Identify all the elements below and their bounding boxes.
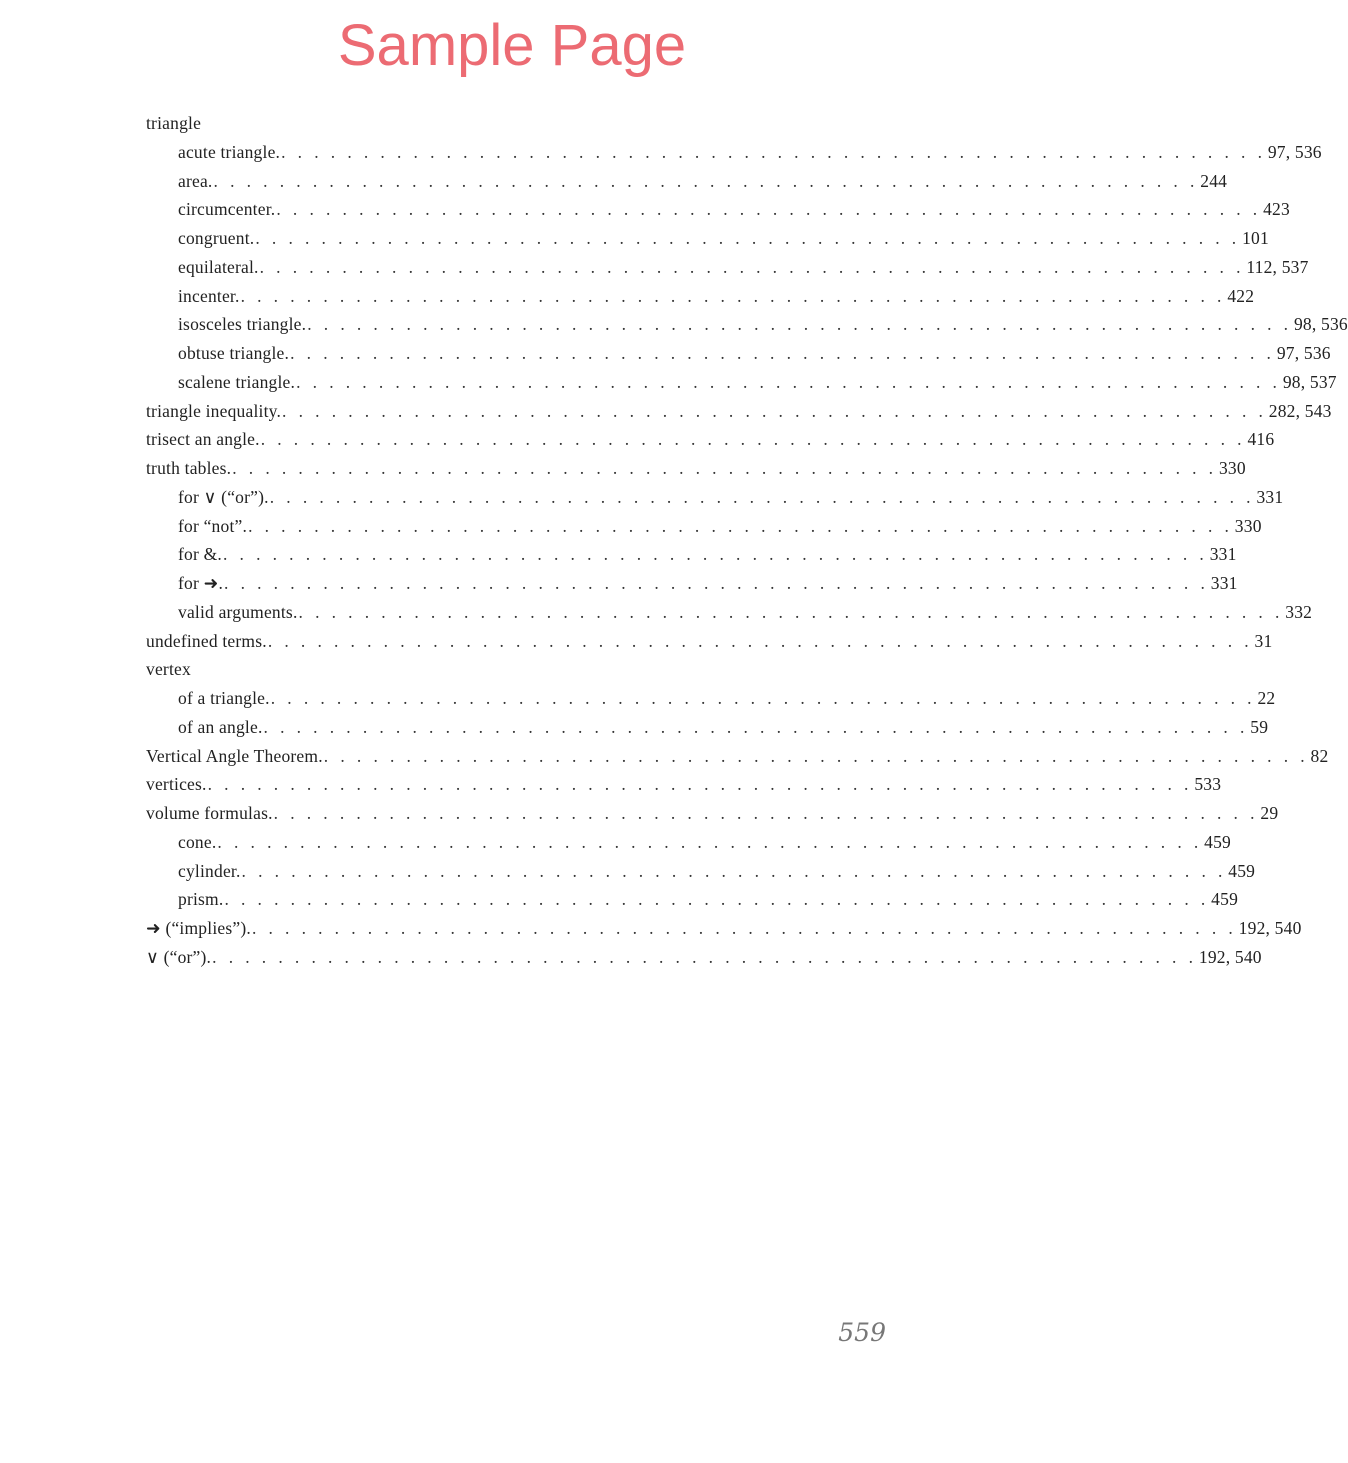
dot-leader: . . . . . . . . . . . . . . . . . . . . . . . . . . . . . . . . . . . . . . . . . . . . . . . . . . . . . . . . . . . . xyxy=(270,688,1256,708)
index-entry xyxy=(146,799,1279,828)
index-subentry xyxy=(146,512,1262,541)
index-subentry xyxy=(146,713,1269,742)
index-page-refs: 416 xyxy=(1247,429,1275,450)
dot-leader: . . . . . . . . . . . . . . . . . . . . . . . . . . . . . . . . . . . . . . . . . . . . . . . . . . . . . . . . . . . . xyxy=(281,141,1266,162)
dot-leader: . . . . . . . . . . . . . . . . . . . . . . . . . . . . . . . . . . . . . . . . . . . . . . . . . . . . . . . . . . . . xyxy=(212,946,1197,967)
index-page-refs: 533 xyxy=(1194,774,1222,795)
index-term: for “not”. xyxy=(178,515,248,536)
index-page-refs: 97, 536 xyxy=(1267,141,1322,162)
index-subentry xyxy=(146,368,1337,397)
index-page-refs: 423 xyxy=(1263,199,1290,220)
dot-leader: . . . . . . . . . . . . . . . . . . . . . . . . . . . . . . . . . . . . . . . . . . . . . . . . . . . . . . . . . . . . xyxy=(298,601,1284,622)
index-page-refs: 331 xyxy=(1210,573,1238,593)
index-term: area. xyxy=(178,170,213,191)
index-page-refs: 98, 537 xyxy=(1282,371,1337,392)
index-subentry xyxy=(146,598,1313,627)
index-term: for ➜. xyxy=(178,573,224,593)
index-entry xyxy=(146,627,1273,656)
index-term: cylinder. xyxy=(178,860,241,881)
index-page-refs: 29 xyxy=(1260,803,1279,823)
index-term: prism. xyxy=(178,889,224,910)
index-page-refs: 459 xyxy=(1228,860,1256,881)
index-term: for &. xyxy=(178,544,222,565)
index-page-refs: 331 xyxy=(1256,486,1284,507)
index-entry xyxy=(146,655,475,684)
index-subentry xyxy=(146,684,1276,713)
index-page-refs: 98, 536 xyxy=(1293,314,1348,335)
index-subentry xyxy=(146,339,1331,368)
dot-leader: . . . . . . . . . . . . . . . . . . . . . . . . . . . . . . . . . . . . . . . . . . . . . . . . . . . . . . . . . . . . xyxy=(213,170,1199,191)
index-page-refs: 31 xyxy=(1254,630,1273,651)
dot-leader: . . . . . . . . . . . . . . . . . . . . . . . . . . . . . . . . . . . . . . . . . . . . . . . . . . . . . . . . . . . . xyxy=(248,515,1233,536)
index-term: ∨ (“or”). xyxy=(146,946,212,967)
index-entry xyxy=(146,397,1332,426)
sample-page-watermark: Sample Page xyxy=(337,13,687,78)
index-page-refs: 330 xyxy=(1218,458,1246,478)
index-subentry xyxy=(146,857,1256,886)
index-term: congruent. xyxy=(178,228,255,248)
dot-leader: . . . . . . . . . . . . . . . . . . . . . . . . . . . . . . . . . . . . . . . . . . . . . . . . . . . . . . . . . . . . xyxy=(251,918,1237,938)
dot-leader: . . . . . . . . . . . . . . . . . . . . . . . . . . . . . . . . . . . . . . . . . . . . . . . . . . . . . . . . . . . . xyxy=(232,458,1217,478)
index-term: obtuse triangle. xyxy=(178,343,290,363)
dot-leader: . . . . . . . . . . . . . . . . . . . . . . . . . . . . . . . . . . . . . . . . . . . . . . . . . . . . . . . . . . . . xyxy=(240,285,1226,306)
dot-leader: . . . . . . . . . . . . . . . . . . . . . . . . . . . . . . . . . . . . . . . . . . . . . . . . . . . . . . . . . . . . xyxy=(241,860,1227,881)
index-page-refs: 112, 537 xyxy=(1246,256,1309,277)
index-subentry xyxy=(146,483,1284,512)
index-subentry xyxy=(146,885,1239,914)
index-page-refs: 459 xyxy=(1204,831,1232,852)
index-page-refs: 192, 540 xyxy=(1198,946,1262,967)
index-term: cone. xyxy=(178,831,217,852)
index-term: equilateral. xyxy=(178,256,259,277)
index-page-refs: 422 xyxy=(1227,285,1255,306)
dot-leader: . . . . . . . . . . . . . . . . . . . . . . . . . . . . . . . . . . . . . . . . . . . . . . . . . . . . . . . . . . . . xyxy=(207,774,1193,795)
index-entry xyxy=(146,109,475,138)
index-entry xyxy=(146,425,1275,454)
dot-leader: . . . . . . . . . . . . . . . . . . . . . . . . . . . . . . . . . . . . . . . . . . . . . . . . . . . . . . . . . . . . xyxy=(282,400,1267,421)
index-subentry xyxy=(146,253,1309,282)
index-subentry xyxy=(146,828,1232,857)
index-term: trisect an angle. xyxy=(146,429,260,450)
dot-leader: . . . . . . . . . . . . . . . . . . . . . . . . . . . . . . . . . . . . . . . . . . . . . . . . . . . . . . . . . . . . xyxy=(255,228,1241,248)
index-subentry xyxy=(146,224,1269,253)
dot-leader: . . . . . . . . . . . . . . . . . . . . . . . . . . . . . . . . . . . . . . . . . . . . . . . . . . . . . . . . . . . . xyxy=(263,716,1249,737)
index-term: triangle inequality. xyxy=(146,400,282,421)
index-entry xyxy=(146,770,1222,799)
dot-leader: . . . . . . . . . . . . . . . . . . . . . . . . . . . . . . . . . . . . . . . . . . . . . . . . . . . . . . . . . . . . xyxy=(323,745,1309,766)
index-subentry xyxy=(146,310,1348,339)
index-entry xyxy=(146,914,1302,943)
dot-leader: . . . . . . . . . . . . . . . . . . . . . . . . . . . . . . . . . . . . . . . . . . . . . . . . . . . . . . . . . . . . xyxy=(267,630,1253,651)
index-subentry xyxy=(146,540,1237,569)
index-page-refs: 330 xyxy=(1234,515,1262,536)
index-entry xyxy=(146,742,1329,771)
index-term: truth tables. xyxy=(146,458,232,478)
dot-leader: . . . . . . . . . . . . . . . . . . . . . . . . . . . . . . . . . . . . . . . . . . . . . . . . . . . . . . . . . . . . xyxy=(260,429,1246,450)
index-term: ➜ (“implies”). xyxy=(146,918,251,938)
index-page-refs: 282, 543 xyxy=(1268,400,1332,421)
index-entry xyxy=(146,454,1246,483)
index-page-refs: 59 xyxy=(1250,716,1269,737)
dot-leader: . . . . . . . . . . . . . . . . . . . . . . . . . . . . . . . . . . . . . . . . . . . . . . . . . . . . . . . . . . . . xyxy=(269,486,1255,507)
dot-leader: . . . . . . . . . . . . . . . . . . . . . . . . . . . . . . . . . . . . . . . . . . . . . . . . . . . . . . . . . . . . xyxy=(307,314,1292,335)
index-term: of an angle. xyxy=(178,716,263,737)
index-subentry xyxy=(146,138,1322,167)
index-page-refs: 22 xyxy=(1257,688,1276,708)
index-term: acute triangle. xyxy=(178,141,281,162)
index-term: volume formulas. xyxy=(146,803,273,823)
dot-leader: . . . . . . . . . . . . . . . . . . . . . . . . . . . . . . . . . . . . . . . . . . . . . . . . . . . . . . . . . . . . xyxy=(259,256,1245,277)
index-subentry xyxy=(146,167,1228,196)
index-term: isosceles triangle. xyxy=(178,314,307,335)
index-page-refs: 331 xyxy=(1209,544,1237,565)
index-term: vertices. xyxy=(146,774,207,795)
index-term: of a triangle. xyxy=(178,688,270,708)
dot-leader: . . . . . . . . . . . . . . . . . . . . . . . . . . . . . . . . . . . . . . . . . . . . . . . . . . . . . . . . . . . . xyxy=(290,343,1275,363)
index-page-refs: 101 xyxy=(1242,228,1269,248)
index-term: circumcenter. xyxy=(178,199,276,220)
index-page-refs: 97, 536 xyxy=(1276,343,1331,363)
index-page-refs: 459 xyxy=(1211,889,1239,910)
dot-leader: . . . . . . . . . . . . . . . . . . . . . . . . . . . . . . . . . . . . . . . . . . . . . . . . . . . . . . . . . . . . xyxy=(273,803,1259,823)
index-term: vertex xyxy=(146,659,191,680)
page-number: 559 xyxy=(838,1318,886,1347)
dot-leader: . . . . . . . . . . . . . . . . . . . . . . . . . . . . . . . . . . . . . . . . . . . . . . . . . . . . . . . . . . . . xyxy=(224,889,1210,910)
index-page-refs: 192, 540 xyxy=(1238,918,1302,938)
index-subentry xyxy=(146,569,1238,598)
index-term: incenter. xyxy=(178,285,240,306)
index-term: triangle xyxy=(146,113,202,133)
dot-leader: . . . . . . . . . . . . . . . . . . . . . . . . . . . . . . . . . . . . . . . . . . . . . . . . . . . . . . . . . . . . xyxy=(276,199,1262,220)
index-subentry xyxy=(146,282,1255,311)
dot-leader: . . . . . . . . . . . . . . . . . . . . . . . . . . . . . . . . . . . . . . . . . . . . . . . . . . . . . . . . . . . . xyxy=(296,371,1281,392)
index-term: scalene triangle. xyxy=(178,371,296,392)
index-term: for ∨ (“or”). xyxy=(178,486,269,507)
index-entry xyxy=(146,943,1262,972)
index-term: valid arguments. xyxy=(178,601,298,622)
index-page-refs: 82 xyxy=(1310,745,1329,766)
index-page-refs: 244 xyxy=(1200,170,1228,191)
index-term: undefined terms. xyxy=(146,630,267,651)
dot-leader: . . . . . . . . . . . . . . . . . . . . . . . . . . . . . . . . . . . . . . . . . . . . . . . . . . . . . . . . . . . . xyxy=(224,573,1209,593)
dot-leader: . . . . . . . . . . . . . . . . . . . . . . . . . . . . . . . . . . . . . . . . . . . . . . . . . . . . . . . . . . . . xyxy=(222,544,1208,565)
index-subentry xyxy=(146,195,1290,224)
index-list xyxy=(146,109,1348,972)
index-page-refs: 332 xyxy=(1285,601,1313,622)
index-term: Vertical Angle Theorem. xyxy=(146,745,323,766)
dot-leader: . . . . . . . . . . . . . . . . . . . . . . . . . . . . . . . . . . . . . . . . . . . . . . . . . . . . . . . . . . . . xyxy=(217,831,1203,852)
